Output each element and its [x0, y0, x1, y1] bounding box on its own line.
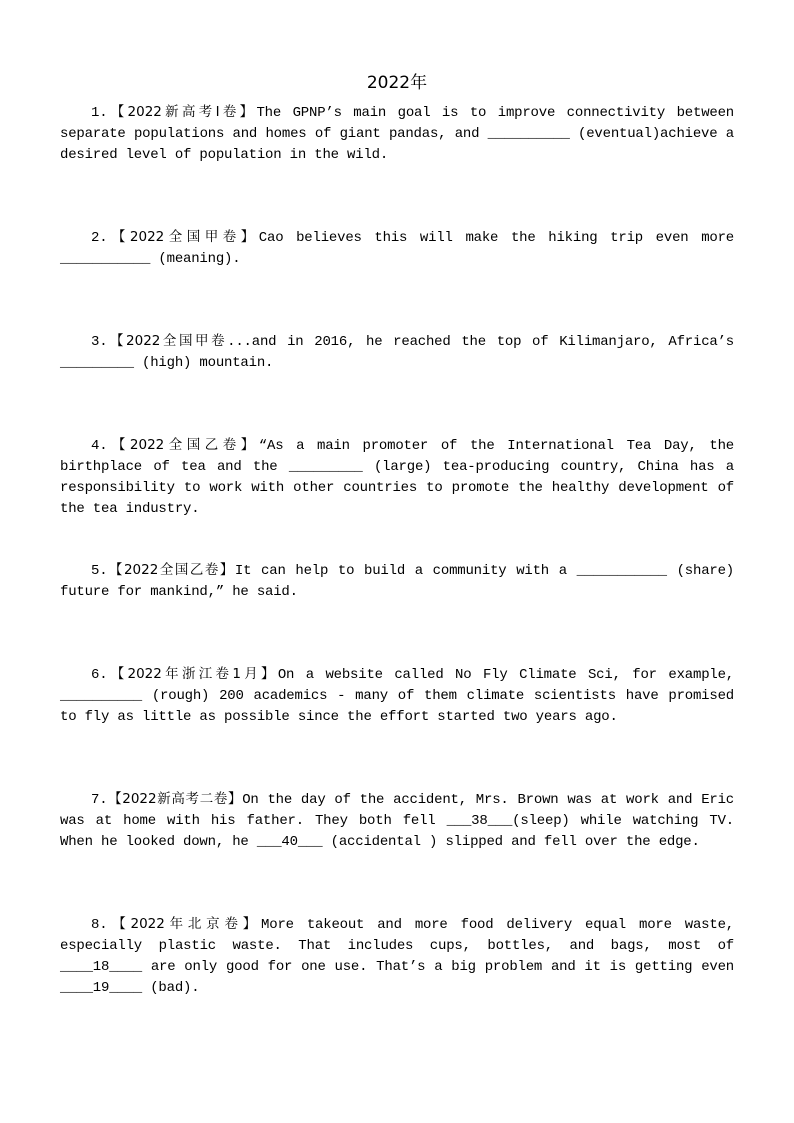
question-source: 【2022全国甲卷】	[107, 229, 259, 245]
question-number: 8.	[91, 917, 108, 933]
question-4	[60, 435, 734, 520]
question-text: It can help to build a community with a ___________ (share) future for mankind,” he said.	[60, 563, 734, 600]
page-title: 2022年	[366, 73, 428, 93]
question-number: 5.	[91, 563, 108, 579]
question-number: 1.	[91, 105, 108, 121]
question-7	[60, 789, 734, 853]
question-number: 4.	[91, 438, 108, 454]
question-6	[60, 664, 734, 728]
question-number: 7.	[91, 792, 108, 808]
question-number: 3.	[91, 334, 108, 350]
question-text: On the day of the accident, Mrs. Brown was at work and Eric was at home with his father. They both fell ___38___(sleep) while watching TV. When he looked down, he ___40___ (accidental ) slipped and fell over the edge.	[60, 792, 734, 850]
question-5	[60, 560, 734, 603]
question-text: On a website called No Fly Climate Sci, for example, __________ (rough) 200 academics - many of them climate scientists have promised to fly as little as possible since the effort started two years ago.	[60, 667, 734, 725]
question-source: 【2022全国乙卷】	[107, 562, 235, 578]
question-number: 2.	[91, 230, 108, 246]
question-source: 【2022年北京卷】	[107, 916, 262, 932]
question-text: “As a main promoter of the International Tea Day, the birthplace of tea and the _________ (large) tea-producing country, China has a responsibility to work with other countries to promote the healthy development of the tea industry.	[60, 438, 734, 517]
question-text: The GPNP’s main goal is to improve connectivity between separate populations and homes of giant pandas, and __________ (eventual)achieve a desired level of population in the wild.	[60, 105, 734, 163]
question-2	[60, 227, 734, 270]
question-source: 【2022年浙江卷1月】	[107, 666, 278, 682]
question-text: ...and in 2016, he reached the top of Kilimanjaro, Africa’s _________ (high) mountain.	[60, 334, 734, 371]
question-source: 【2022新高考I卷】	[107, 104, 257, 120]
question-number: 6.	[91, 667, 108, 683]
question-8	[60, 914, 734, 999]
question-1	[60, 102, 734, 166]
question-source: 【2022全国乙卷】	[107, 437, 259, 453]
question-source: 【2022全国甲卷	[107, 333, 228, 349]
question-3	[60, 331, 734, 374]
question-source: 【2022新高考二卷】	[107, 791, 243, 807]
question-text: Cao believes this will make the hiking trip even more ___________ (meaning).	[60, 230, 734, 267]
question-text: More takeout and more food delivery equal more waste, especially plastic waste. That includes cups, bottles, and bags, most of ____18____ are only good for one use. That’s a big problem and it is getting even ____19____ (bad).	[60, 917, 734, 996]
